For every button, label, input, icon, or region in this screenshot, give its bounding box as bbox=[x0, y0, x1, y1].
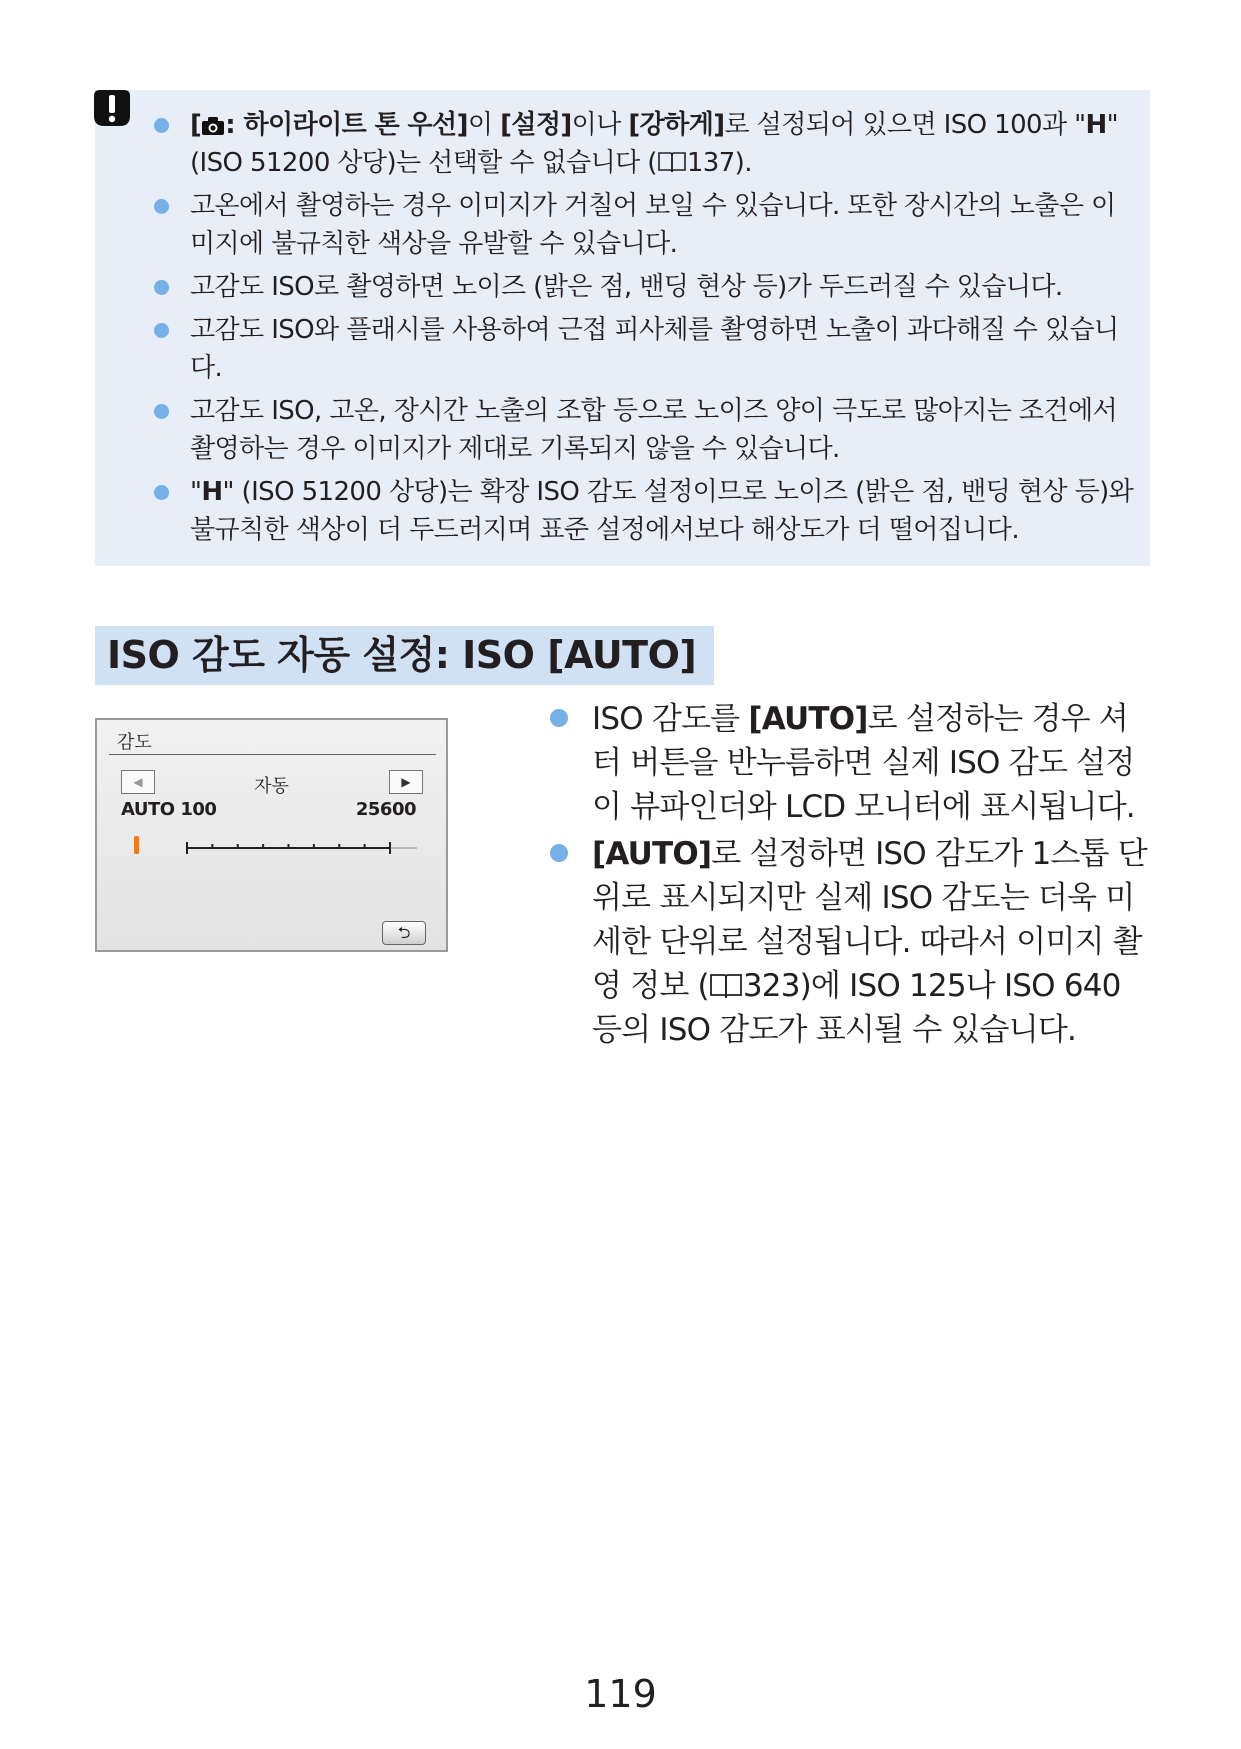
caution-item bbox=[150, 187, 1140, 263]
next-button[interactable]: ▶ bbox=[389, 770, 423, 794]
caution-text: 고감도 ISO, 고온, 장시간 노출의 조합 등으로 노이즈 양이 극도로 많아지는 조건에서 촬영하는 경우 이미지가 제대로 기록되지 않을 수 있습니다. bbox=[190, 396, 1117, 464]
text-run: [강하게] bbox=[628, 110, 725, 140]
page-number: 119 bbox=[584, 1672, 657, 1716]
caution-item bbox=[150, 311, 1140, 387]
iso-range-low: AUTO 100 bbox=[121, 799, 217, 820]
screen-title: 감도 bbox=[117, 732, 152, 753]
text-run: H bbox=[201, 477, 223, 507]
caution-item bbox=[150, 106, 1140, 182]
bullet-icon bbox=[154, 485, 169, 500]
caution-text: 고감도 ISO와 플래시를 사용하여 근접 피사체를 촬영하면 노출이 과다해질 수 있습니다. bbox=[190, 315, 1119, 383]
text-run: 로 설정되어 있으면 ISO 100과 " bbox=[724, 110, 1086, 140]
iso-range-high: 25600 bbox=[355, 799, 416, 820]
text-run: 이 bbox=[467, 110, 501, 140]
prev-button[interactable]: ◀ bbox=[121, 770, 155, 794]
caution-list bbox=[150, 106, 1140, 554]
iso-mode-label: 자동 bbox=[254, 776, 289, 797]
text-run: [ bbox=[190, 110, 202, 140]
info-item bbox=[548, 832, 1148, 1052]
text-run: " bbox=[190, 477, 202, 507]
caution-text: 고온에서 촬영하는 경우 이미지가 거칠어 보일 수 있습니다. 또한 장시간의 노출은 이미지에 불규칙한 색상을 유발할 수 있습니다. bbox=[190, 191, 1116, 259]
text-run: " (ISO 51200 상당)는 확장 ISO 감도 설정이므로 노이즈 (밝은 점, 밴딩 현상 등)와 불규칙한 색상이 더 두드러지며 표준 설정에서보다 해상도가 더 떨어집니다. bbox=[190, 477, 1134, 545]
back-button[interactable]: ⮌ bbox=[382, 921, 426, 945]
camera-screen bbox=[95, 718, 448, 952]
iso-scale bbox=[97, 820, 446, 860]
text-run: 로 설정하면 ISO 감도가 1스톱 단위로 표시되지만 실제 ISO 감도는 더욱 미세한 단위로 설정됩니다. 따라서 이미지 촬영 정보 ( bbox=[592, 836, 1147, 1004]
section-title: ISO 감도 자동 설정: ISO [AUTO] bbox=[95, 626, 714, 685]
text-run: 이나 bbox=[571, 110, 629, 140]
bullet-icon bbox=[550, 844, 568, 862]
book-icon bbox=[709, 972, 743, 1000]
bullet-icon bbox=[154, 404, 169, 419]
caution-item bbox=[150, 392, 1140, 468]
bullet-icon bbox=[550, 709, 568, 727]
text-run: 323)에 ISO 125나 ISO 640 등의 ISO 감도가 표시될 수 있습니다. bbox=[592, 968, 1121, 1048]
caution-item bbox=[150, 268, 1140, 306]
iso-auto-indicator bbox=[134, 836, 139, 854]
divider bbox=[109, 754, 436, 755]
bullet-icon bbox=[154, 280, 169, 295]
text-run: [설정] bbox=[500, 110, 572, 140]
text-run: : 하이라이트 톤 우선] bbox=[225, 110, 468, 140]
text-run: H bbox=[1085, 110, 1107, 140]
text-run: 137). bbox=[686, 148, 752, 178]
book-icon bbox=[657, 150, 687, 174]
bullet-icon bbox=[154, 199, 169, 214]
text-run: " (ISO 51200 상당)는 선택할 수 없습니다 ( bbox=[190, 110, 1119, 178]
info-item bbox=[548, 697, 1148, 829]
caution-item bbox=[150, 473, 1140, 549]
text-run: [AUTO] bbox=[748, 701, 868, 737]
bullet-icon bbox=[154, 323, 169, 338]
caution-icon bbox=[92, 86, 132, 130]
text-run: [AUTO] bbox=[592, 836, 712, 872]
bullet-icon bbox=[154, 118, 169, 133]
caution-text: 고감도 ISO로 촬영하면 노이즈 (밝은 점, 밴딩 현상 등)가 두드러질 수 있습니다. bbox=[190, 272, 1063, 302]
info-list bbox=[548, 697, 1148, 1055]
camera-icon bbox=[201, 116, 225, 136]
text-run: ISO 감도를 bbox=[592, 701, 749, 737]
text-run: 로 설정하는 경우 셔터 버튼을 반누름하면 실제 ISO 감도 설정이 뷰파인더와 LCD 모니터에 표시됩니다. bbox=[592, 701, 1135, 825]
